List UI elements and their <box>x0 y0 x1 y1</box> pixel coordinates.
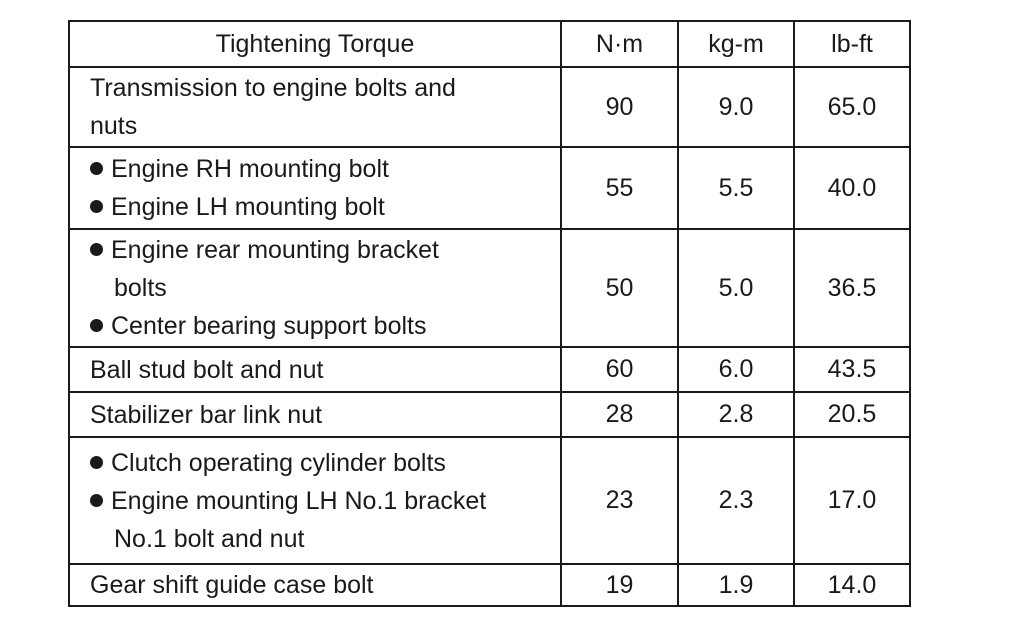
bullet-item <box>90 231 554 307</box>
value-kgm: 2.8 <box>678 392 794 437</box>
bullet-item <box>90 150 554 188</box>
value-nm: 55 <box>561 147 678 229</box>
bullet-item <box>90 482 554 558</box>
row-description <box>69 147 561 229</box>
header-row <box>69 21 910 67</box>
value-lbft: 36.5 <box>794 229 910 347</box>
description-line: nuts <box>90 112 138 140</box>
header-nm: N·m <box>561 21 678 67</box>
value-nm: 19 <box>561 564 678 606</box>
torque-table <box>68 20 911 607</box>
item-text: Engine LH mounting bolt <box>111 193 385 221</box>
row-description <box>69 437 561 564</box>
table-row <box>69 67 910 147</box>
table-row <box>69 564 910 606</box>
header-kgm: kg-m <box>678 21 794 67</box>
value-lbft: 17.0 <box>794 437 910 564</box>
row-description <box>69 564 561 606</box>
bullet-item <box>90 188 554 226</box>
row-description <box>69 67 561 147</box>
value-lbft: 65.0 <box>794 67 910 147</box>
item-text: Clutch operating cylinder bolts <box>111 448 446 477</box>
table-row <box>69 392 910 437</box>
bullet-icon <box>90 162 103 175</box>
value-nm: 90 <box>561 67 678 147</box>
value-lbft: 20.5 <box>794 392 910 437</box>
table-row <box>69 147 910 229</box>
table-row <box>69 229 910 347</box>
table-row <box>69 437 910 564</box>
value-kgm: 6.0 <box>678 347 794 392</box>
bullet-icon <box>90 456 103 469</box>
bullet-item <box>90 444 554 482</box>
value-lbft: 14.0 <box>794 564 910 606</box>
value-kgm: 2.3 <box>678 437 794 564</box>
bullet-icon <box>90 319 103 332</box>
value-lbft: 40.0 <box>794 147 910 229</box>
row-description <box>69 229 561 347</box>
bullet-icon <box>90 200 103 213</box>
description-line: Gear shift guide case bolt <box>90 571 374 599</box>
row-description <box>69 392 561 437</box>
bullet-icon <box>90 494 103 507</box>
header-lbft: lb-ft <box>794 21 910 67</box>
value-nm: 28 <box>561 392 678 437</box>
value-nm: 50 <box>561 229 678 347</box>
item-text: Engine mounting LH No.1 bracket <box>111 486 487 515</box>
row-description <box>69 347 561 392</box>
value-kgm: 9.0 <box>678 67 794 147</box>
value-kgm: 5.0 <box>678 229 794 347</box>
value-nm: 60 <box>561 347 678 392</box>
item-text: Center bearing support bolts <box>111 312 427 340</box>
item-text: Engine rear mounting bracket <box>111 236 439 264</box>
description-line: Transmission to engine bolts and <box>90 74 456 102</box>
bullet-icon <box>90 243 103 256</box>
description-line: Stabilizer bar link nut <box>90 400 323 429</box>
item-text: Engine RH mounting bolt <box>111 155 389 183</box>
header-tightening-torque: Tightening Torque <box>69 21 561 67</box>
value-lbft: 43.5 <box>794 347 910 392</box>
bullet-item <box>90 307 554 345</box>
value-kgm: 1.9 <box>678 564 794 606</box>
value-kgm: 5.5 <box>678 147 794 229</box>
item-text-continued: No.1 bolt and nut <box>114 524 305 553</box>
item-text-continued: bolts <box>114 274 167 302</box>
table-row <box>69 347 910 392</box>
description-line: Ball stud bolt and nut <box>90 355 324 384</box>
value-nm: 23 <box>561 437 678 564</box>
